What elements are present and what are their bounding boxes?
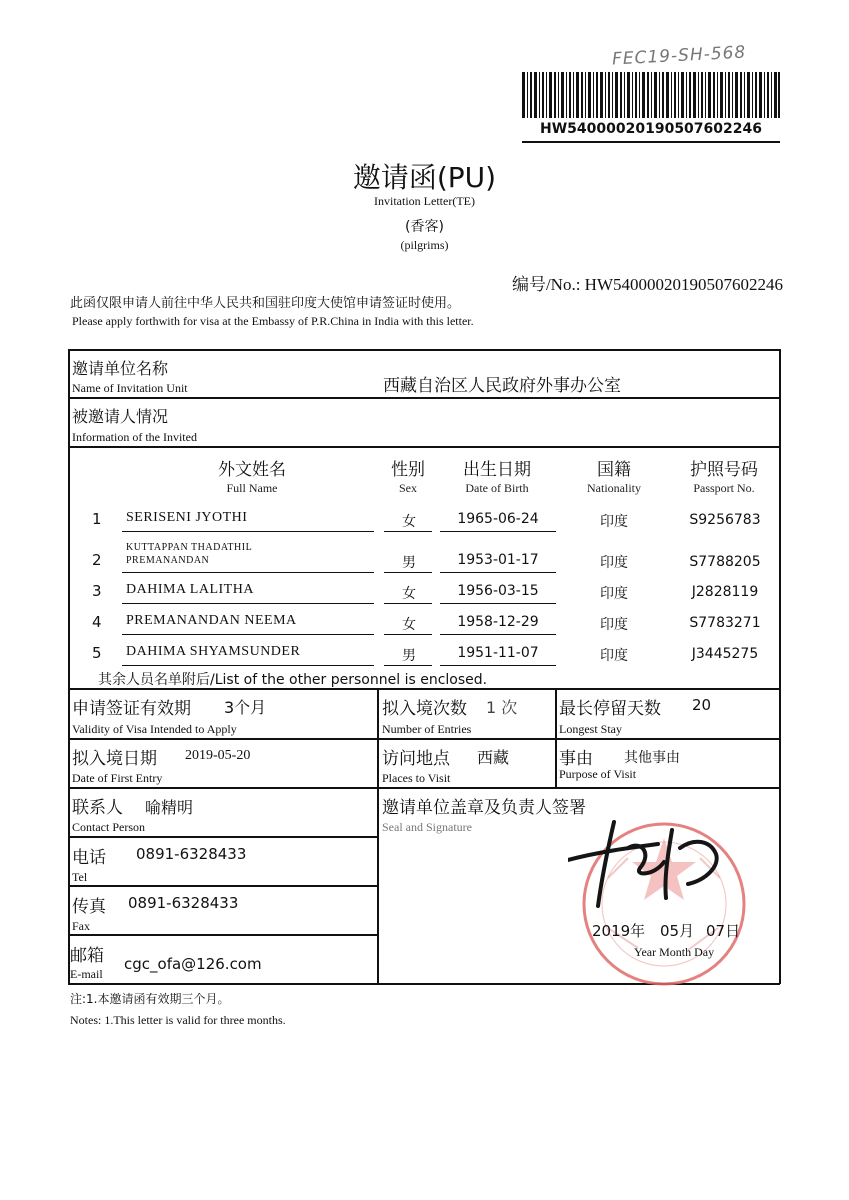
form-border-left [68,349,70,984]
table-cell-nationality: 印度 [600,514,628,530]
page-title: 邀请函(PU) [352,161,497,194]
table-cell-sex: 女 [402,514,416,530]
invited-label-en: Information of the Invited [72,430,197,444]
table-cell-sex: 女 [402,586,416,602]
tel-label-en: Tel [72,870,88,884]
purpose-label-en: Purpose of Visit [559,767,637,781]
contact-label: 联系人 [72,798,123,818]
document-number: 编号/No.: HW54000020190507602246 [511,275,783,294]
table-cell-nationality: 印度 [600,586,628,602]
col-header-dob-en: Date of Birth [465,481,529,495]
table-cell-sex: 男 [402,648,416,664]
table-cell-dob: 1953-01-17 [457,552,539,568]
purpose-label: 事由 [559,749,593,769]
first-entry-value: 2019-05-20 [185,748,251,763]
row-divider [68,446,780,448]
table-cell-name: DAHIMA LALITHA [126,582,254,597]
entries-label-en: Number of Entries [382,722,472,736]
seal-date-day: 07日 [706,922,741,940]
places-label: 访问地点 [382,749,450,769]
row-divider [68,836,378,838]
table-cell-dob: 1951-11-07 [457,645,539,661]
col-header-name-en: Full Name [226,481,278,495]
seal-label: 邀请单位盖章及负责人签署 [382,798,586,818]
longest-stay-label-en: Longest Stay [559,722,622,736]
intro-text-en: Please apply forthwith for visa at the Embassy of P.R.China in India with this letter. [72,314,474,328]
validity-value: 3个月 [224,698,267,717]
table-cell-passport: J2828119 [691,584,759,600]
first-entry-label: 拟入境日期 [72,749,157,769]
invited-label: 被邀请人情况 [72,407,169,426]
table-cell-passport: S7783271 [689,615,761,631]
page-title-en: Invitation Letter(TE) [374,194,475,208]
table-row-num: 5 [92,644,102,662]
handwritten-reference: FEC19-SH-568 [611,42,747,70]
col-header-sex-en: Sex [399,481,417,495]
category-en: (pilgrims) [400,238,449,252]
table-cell-sex: 男 [402,555,416,571]
table-cell-passport: J3445275 [691,646,759,662]
invitation-unit-value: 西藏自治区人民政府外事办公室 [383,376,621,396]
entries-value: 1 次 [486,698,518,717]
table-cell-name-line2: PREMANANDAN [126,555,210,566]
seal-date-month: 05月 [660,922,695,940]
table-cell-dob: 1956-03-15 [457,583,539,599]
col-divider [377,688,379,984]
row-divider [68,397,780,399]
table-cell-name-line1: KUTTAPPAN THADATHIL [126,542,253,553]
seal-date-year: 2019年 [592,922,646,940]
col-header-passport-en: Passport No. [693,481,755,495]
validity-label-en: Validity of Visa Intended to Apply [72,722,237,736]
places-value: 西藏 [477,748,510,767]
entries-label: 拟入境次数 [382,699,467,719]
table-row-num: 1 [92,510,102,528]
other-personnel-note: 其余人员名单附后/List of the other personnel is enclosed. [98,672,488,688]
notes-cn: 注:1.本邀请函有效期三个月。 [70,992,230,1006]
contact-value: 喻精明 [145,798,194,817]
table-row-num: 2 [92,551,102,569]
longest-stay-value: 20 [692,696,712,714]
tel-value: 0891-6328433 [136,845,247,863]
intro-text-cn: 此函仅限申请人前往中华人民共和国驻印度大使馆申请签证时使用。 [70,296,461,311]
official-seal [568,818,760,990]
row-divider [68,934,378,936]
notes-en: Notes: 1.This letter is valid for three months. [70,1013,286,1027]
table-cell-name: PREMANANDAN NEEMA [126,613,297,628]
col-header-nationality-en: Nationality [587,481,641,495]
table-cell-nationality: 印度 [600,555,628,571]
table-row-num: 3 [92,582,102,600]
barcode-number: HW54000020190507602246 [522,119,780,143]
email-value: cgc_ofa@126.com [124,955,262,973]
fax-label-en: Fax [72,919,90,933]
table-cell-dob: 1958-12-29 [457,614,539,630]
col-header-name: 外文姓名 [218,460,286,480]
form-border-top [68,349,780,351]
table-row-num: 4 [92,613,102,631]
table-cell-nationality: 印度 [600,648,628,664]
row-divider [68,738,780,740]
tel-label: 电话 [72,848,106,868]
email-label: 邮箱 [70,946,104,966]
validity-label: 申请签证有效期 [72,699,191,719]
fax-value: 0891-6328433 [128,894,239,912]
contact-label-en: Contact Person [72,820,145,834]
barcode [522,72,780,118]
row-divider [68,885,378,887]
first-entry-label-en: Date of First Entry [72,771,163,785]
col-divider [555,688,557,787]
seal-label-en: Seal and Signature [382,820,472,834]
seal-date-en: Year Month Day [634,945,715,959]
invitation-unit-label: 邀请单位名称 [72,359,169,378]
email-label-en: E-mail [70,967,103,981]
category-cn: (香客) [405,219,444,235]
fax-label: 传真 [72,897,106,917]
longest-stay-label: 最长停留天数 [559,699,661,719]
col-header-passport: 护照号码 [690,460,758,480]
table-cell-name: SERISENI JYOTHI [126,510,248,525]
places-label-en: Places to Visit [382,771,451,785]
purpose-value: 其他事由 [624,750,680,766]
table-cell-passport: S9256783 [689,512,761,528]
col-header-dob: 出生日期 [463,460,531,480]
table-cell-dob: 1965-06-24 [457,511,539,527]
col-header-sex: 性别 [391,460,425,480]
row-divider [68,787,780,789]
col-header-nationality: 国籍 [597,460,631,480]
table-cell-nationality: 印度 [600,617,628,633]
form-border-right [779,349,781,984]
table-cell-sex: 女 [402,617,416,633]
table-cell-passport: S7788205 [689,554,761,570]
table-cell-name: DAHIMA SHYAMSUNDER [126,644,301,659]
invitation-unit-label-en: Name of Invitation Unit [72,381,188,395]
